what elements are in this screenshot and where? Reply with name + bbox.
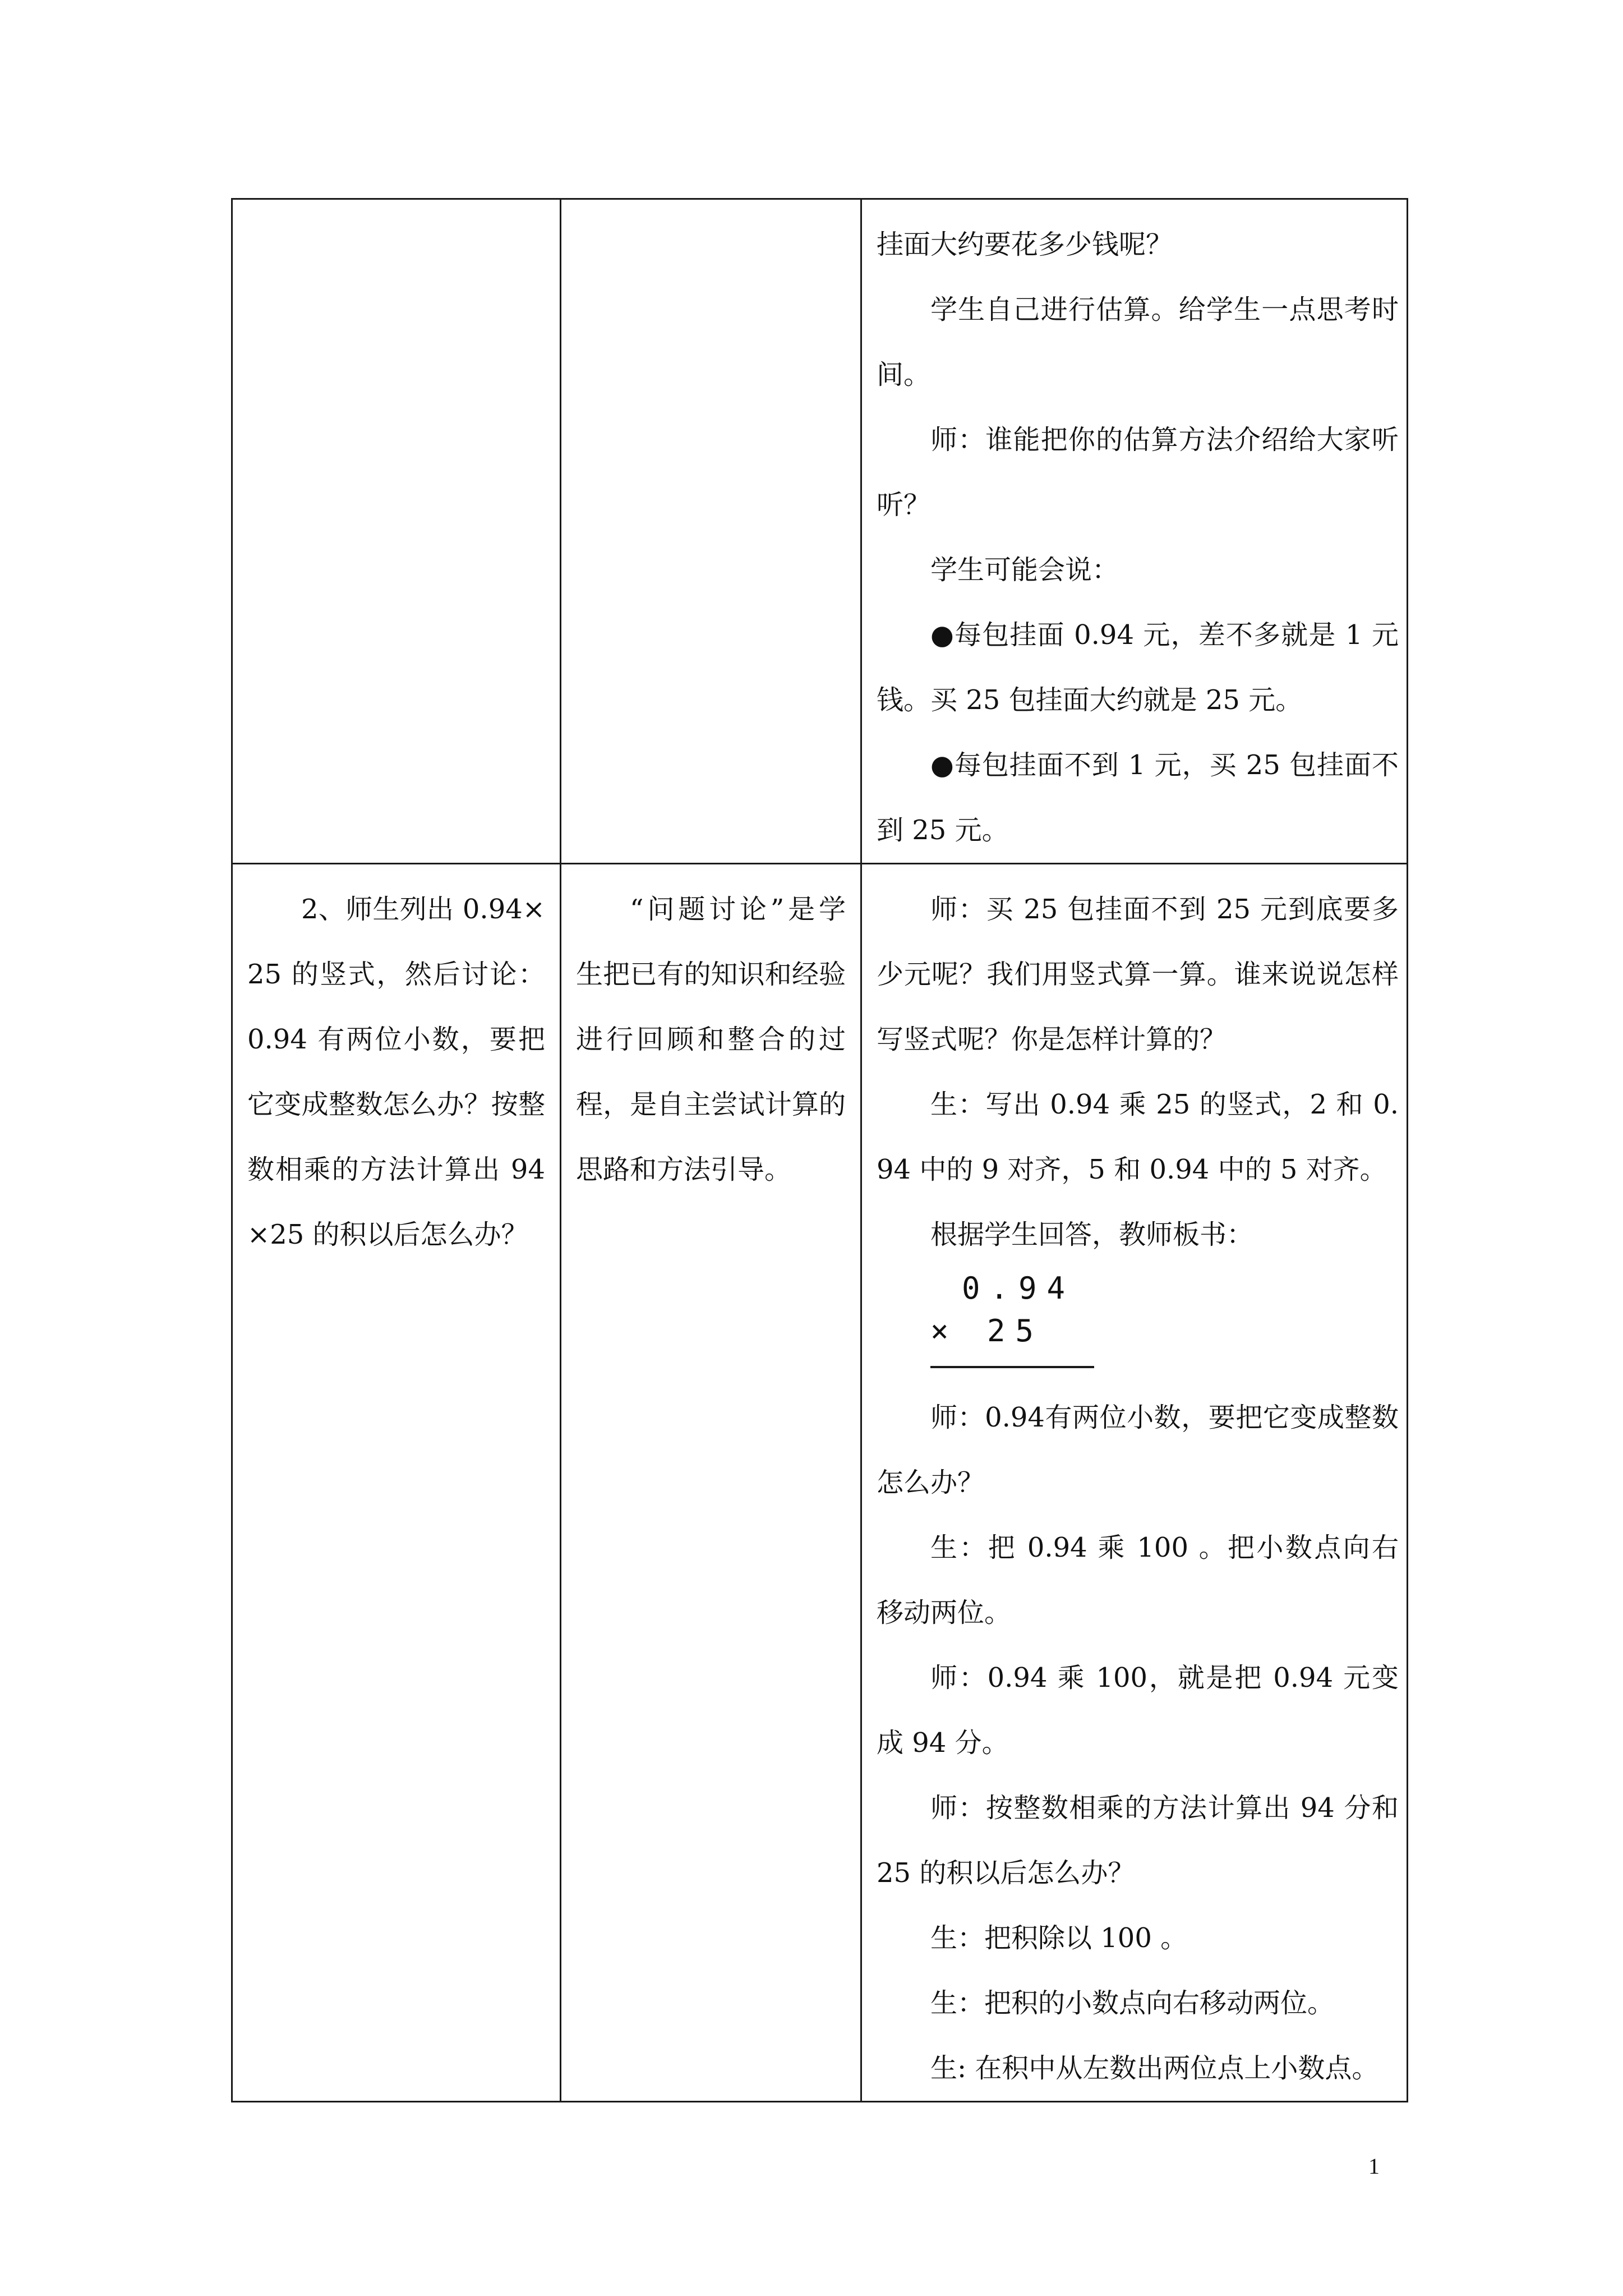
paragraph: ●每包挂面不到 1 元，买 25 包挂面不到 25 元。 (877, 749, 1399, 846)
paragraph: 学生自己进行估算。给学生一点思考时间。 (877, 294, 1399, 390)
paragraph: 学生可能会说： (930, 554, 1119, 586)
row1-col3-cell (861, 199, 1408, 864)
row2-col3-cell (861, 864, 1408, 2102)
paragraph: 挂面大约要花多少钱呢？ (877, 229, 1173, 260)
paragraph: “问题讨论”是学生把已有的知识和经验进行回顾和整合的过程，是自主尝试计算的思路和方法引导。 (576, 894, 846, 1185)
paragraph: 生：把 0.94 乘 100 。把小数点向右移动两位。 (877, 1532, 1399, 1628)
paragraph: 师：0.94 乘 100，就是把 0.94 元变成 94 分。 (877, 1662, 1399, 1759)
page-number: 1 (1368, 2154, 1380, 2179)
paragraph: 根据学生回答，教师板书： (930, 1219, 1254, 1250)
vertical-calc-multiplier: × 25 (930, 1313, 1044, 1349)
lesson-plan-table (231, 198, 1408, 2102)
row2-col1-cell (232, 864, 561, 2102)
vertical-calc-rule (930, 1366, 1094, 1368)
paragraph: 师：0.94有两位小数，要把它变成整数怎么办？ (877, 1402, 1399, 1498)
vertical-calculation (877, 1267, 1399, 1385)
paragraph: 师：谁能把你的估算方法介绍给大家听听？ (877, 424, 1399, 521)
paragraph: 生：写出 0.94 乘 25 的竖式，2 和 0.94 中的 9 对齐，5 和 0.94 中的 5 对齐。 (877, 1089, 1399, 1185)
paragraph: 生：把积的小数点向右移动两位。 (930, 1987, 1335, 2019)
paragraph: 生: 在积中从左数出两位点上小数点。 (930, 2053, 1379, 2084)
vertical-calc-multiplicand: 0.94 (962, 1271, 1076, 1306)
paragraph: 师：买 25 包挂面不到 25 元到底要多少元呢？我们用竖式算一算。谁来说说怎样写竖式呢？你是怎样计算的？ (877, 894, 1399, 1055)
row1-col1-cell (232, 199, 561, 864)
table-row (232, 864, 1408, 2102)
row2-col2-cell (561, 864, 861, 2102)
paragraph: ●每包挂面 0.94 元，差不多就是 1 元钱。买 25 包挂面大约就是 25 元。 (877, 619, 1399, 716)
row1-col2-cell (561, 199, 861, 864)
table-row (232, 199, 1408, 864)
paragraph: 生：把积除以 100 。 (930, 1922, 1188, 1954)
paragraph: 师：按整数相乘的方法计算出 94 分和 25 的积以后怎么办？ (877, 1792, 1399, 1889)
paragraph: 2、师生列出 0.94×25 的竖式，然后讨论：0.94 有两位小数，要把它变成整数怎么办？按整数相乘的方法计算出 94 ×25 的积以后怎么办？ (247, 894, 545, 1250)
